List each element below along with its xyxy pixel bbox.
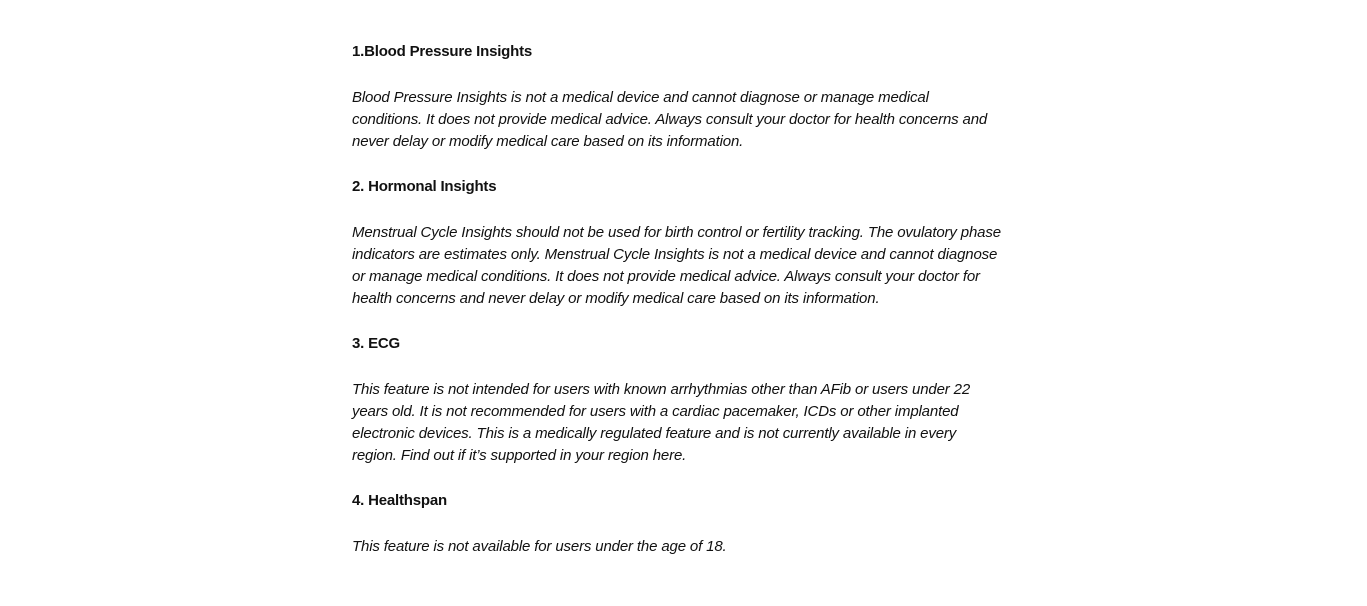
section-body: This feature is not available for users under the age of 18. xyxy=(352,538,727,555)
section-title: 3. ECG xyxy=(352,335,400,352)
section-blood-pressure xyxy=(352,42,1002,153)
region-support-link[interactable]: here xyxy=(652,447,683,464)
section-body: Menstrual Cycle Insights should not be used for birth control or fertility tracking. The ovulatory phase indicators are estimates only. Menstrual Cycle Insights is not a medical device and cannot diagnose or manage medical conditions. It does not provide medical advice. Always consult your doctor for health concerns and never delay or modify medical care based on its information. xyxy=(352,224,1001,307)
section-hormonal xyxy=(352,177,1002,310)
section-healthspan xyxy=(352,491,1002,558)
section-body xyxy=(352,379,1002,467)
section-ecg xyxy=(352,334,1002,467)
section-body: Blood Pressure Insights is not a medical device and cannot diagnose or manage medical conditions. It does not provide medical advice. Always consult your doctor for health concerns and never delay or modify medical care based on its information. xyxy=(352,89,988,150)
section-body-text-end: . xyxy=(682,447,687,464)
section-title: 4. Healthspan xyxy=(352,492,447,509)
section-title: 1.Blood Pressure Insights xyxy=(352,43,533,60)
section-body-text: This feature is not intended for users with known arrhythmias other than AFib or users under 22 years old. It is not recommended for users with a cardiac pacemaker, ICDs or other implanted electronic devices. This is a medically regulated feature and is not currently available in every region. Find out if it’s supported in your region xyxy=(352,381,971,464)
section-title: 2. Hormonal Insights xyxy=(352,178,497,195)
disclaimer-content xyxy=(352,42,1002,558)
